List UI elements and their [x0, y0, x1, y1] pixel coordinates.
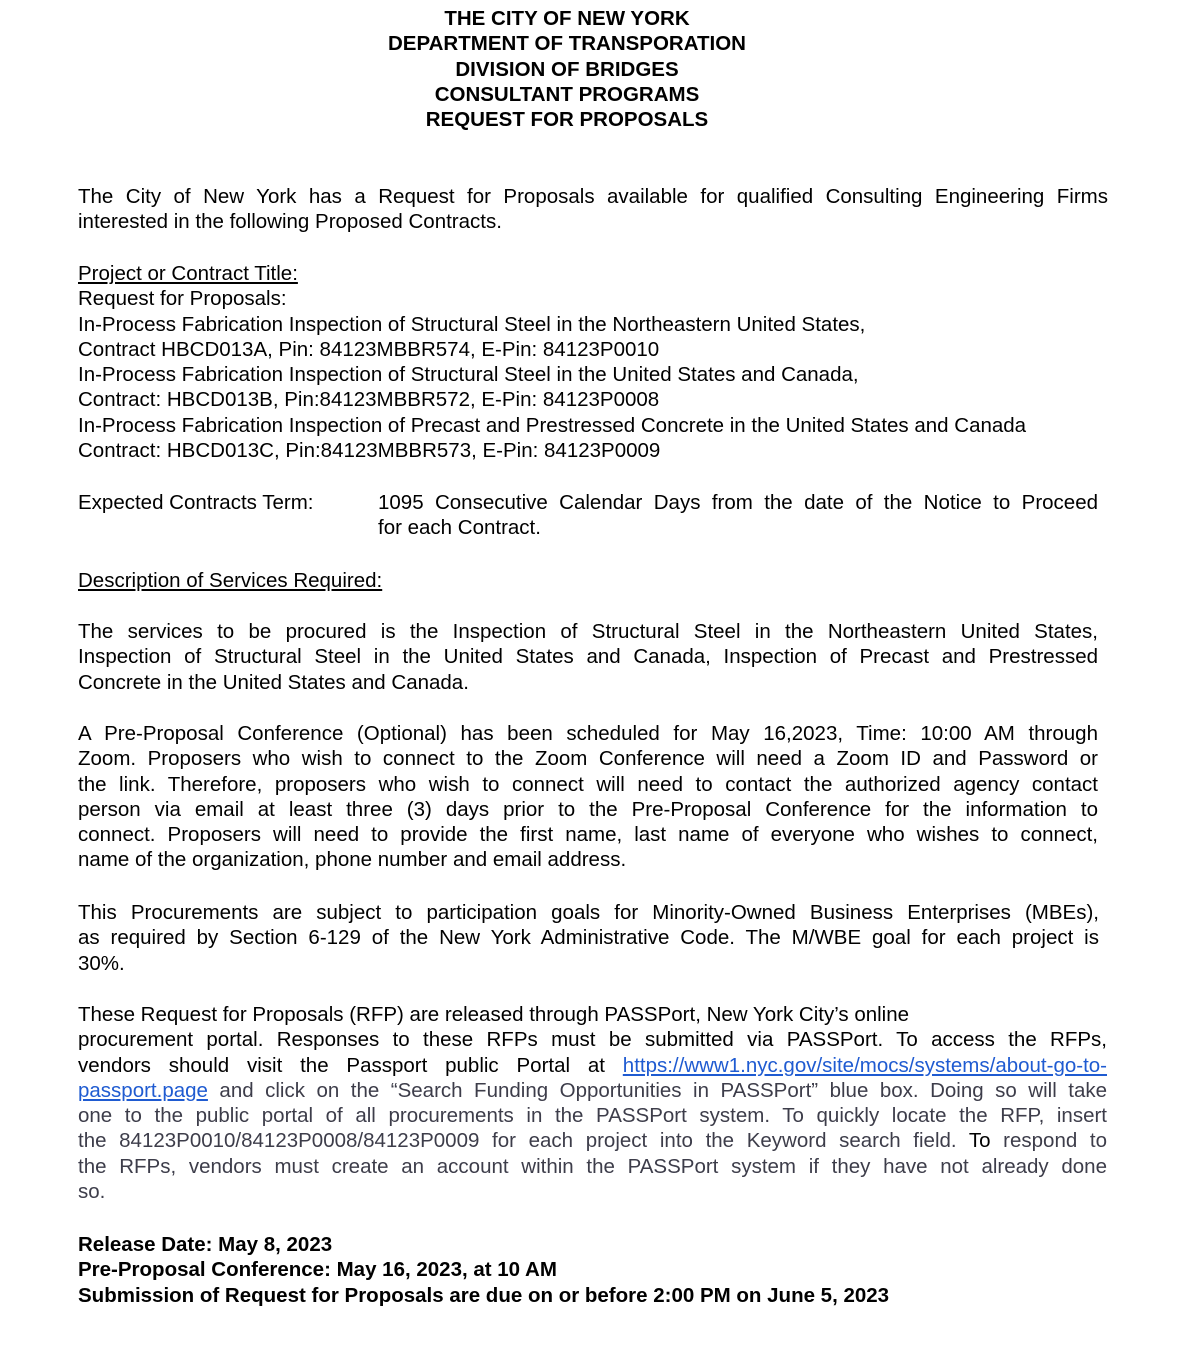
header-line-programs: CONSULTANT PROGRAMS [434, 82, 700, 106]
mbe-line: 30%. [78, 951, 125, 975]
conference-line: connect. Proposers will need to provide the first name, last name of everyone who wishes to connect, [78, 823, 1098, 847]
passport-line-text: To [968, 1129, 991, 1153]
passport-paragraph [78, 1002, 1107, 1204]
passport-portal-link-continued[interactable]: passport.page [78, 1078, 208, 1102]
passport-line: These Request for Proposals (RFP) are released through PASSPort, New York City’s online [78, 1003, 910, 1026]
mbe-paragraph [78, 900, 1099, 976]
contract-details: Contract: HBCD013B, Pin:84123MBBR572, E-Pin: 84123P0008 [78, 388, 660, 412]
passport-portal-link[interactable]: https://www1.nyc.gov/site/mocs/systems/about-go-to- [622, 1053, 1107, 1077]
header-line-division: DIVISION OF BRIDGES [455, 57, 679, 81]
release-date: Release Date: May 8, 2023 [78, 1233, 333, 1256]
services-line: Inspection of Structural Steel in the United States and Canada, Inspection of Precast and Prestressed [78, 645, 1098, 669]
project-section [78, 261, 1108, 463]
pre-proposal-conference-date: Pre-Proposal Conference: May 16, 2023, at 10 AM [78, 1258, 557, 1282]
passport-line-text: respond to [990, 1129, 1107, 1153]
contract-title: In-Process Fabrication Inspection of Structural Steel in the United States and Canada, [78, 363, 859, 387]
conference-line: Zoom. Proposers who wish to connect to the Zoom Conference will need a Zoom ID and Password or [78, 747, 1098, 771]
conference-line: the link. Therefore, proposers who wish to connect will need to contact the authorized agency contact [78, 772, 1098, 796]
mbe-line: This Procurements are subject to participation goals for Minority-Owned Business Enterprises (MBEs), [78, 901, 1099, 924]
passport-line: procurement portal. Responses to these RFPs must be submitted via PASSPort. To access the RFPs, [78, 1028, 1107, 1052]
passport-line [78, 1078, 1107, 1103]
header-line-rfp: REQUEST FOR PROPOSALS [425, 108, 709, 132]
term-value-line: for each Contract. [378, 516, 541, 540]
intro-paragraph [78, 184, 1108, 235]
description-heading: Description of Services Required: [78, 569, 383, 592]
key-dates [78, 1232, 1108, 1308]
contract-details: Contract: HBCD013C, Pin:84123MBBR573, E-Pin: 84123P0009 [78, 439, 661, 463]
intro-line: interested in the following Proposed Contracts. [78, 210, 502, 234]
term-label: Expected Contracts Term: [78, 491, 314, 514]
intro-line: The City of New York has a Request for Proposals available for qualified Consulting Engineering Firms [78, 185, 1108, 208]
passport-line: one to the public portal of all procurements in the PASSPort system. To quickly locate the RFP, insert [78, 1104, 1107, 1128]
passport-line: the RFPs, vendors must create an account within the PASSPort system if they have not already done [78, 1154, 1107, 1178]
passport-line-text: and click on the “Search Funding Opportunities in PASSPort” blue box. Doing so will take [207, 1078, 1107, 1102]
conference-line: person via email at least three (3) days prior to the Pre-Proposal Conference for the information to [78, 797, 1098, 821]
passport-line [78, 1053, 1107, 1078]
document-header [0, 6, 1134, 132]
services-line: Concrete in the United States and Canada. [78, 670, 469, 694]
conference-line: A Pre-Proposal Conference (Optional) has been scheduled for May 16,2023, Time: 10:00 AM through [78, 722, 1098, 745]
contract-title: In-Process Fabrication Inspection of Structural Steel in the Northeastern United States, [78, 312, 866, 336]
header-line-department: DEPARTMENT OF TRANSPORATION [388, 32, 746, 56]
mbe-line: as required by Section 6-129 of the New York Administrative Code. The M/WBE goal for each project is [78, 926, 1099, 950]
term-value-line: 1095 Consecutive Calendar Days from the date of the Notice to Proceed [378, 491, 1098, 514]
conference-line: name of the organization, phone number and email address. [78, 848, 627, 872]
header-line-city: THE CITY OF NEW YORK [444, 7, 690, 30]
contract-title: In-Process Fabrication Inspection of Precast and Prestressed Concrete in the United States and Canada [78, 413, 1027, 437]
project-heading: Project or Contract Title: [78, 262, 298, 285]
conference-paragraph [78, 721, 1098, 873]
services-paragraph [78, 619, 1098, 695]
description-heading-block [78, 568, 1108, 593]
passport-line [78, 1128, 1107, 1153]
contract-details: Contract HBCD013A, Pin: 84123MBBR574, E-Pin: 84123P0010 [78, 337, 660, 361]
services-line: The services to be procured is the Inspection of Structural Steel in the Northeastern United States, [78, 620, 1098, 643]
passport-line-text: the 84123P0010/84123P0008/84123P0009 for each project into the Keyword search field. [78, 1129, 969, 1153]
term-value [378, 490, 1098, 541]
project-subheading: Request for Proposals: [78, 287, 287, 311]
submission-deadline: Submission of Request for Proposals are due on or before 2:00 PM on June 5, 2023 [78, 1283, 890, 1307]
passport-line-text: vendors should visit the Passport public Portal at [78, 1053, 623, 1077]
passport-line: so. [78, 1180, 106, 1204]
